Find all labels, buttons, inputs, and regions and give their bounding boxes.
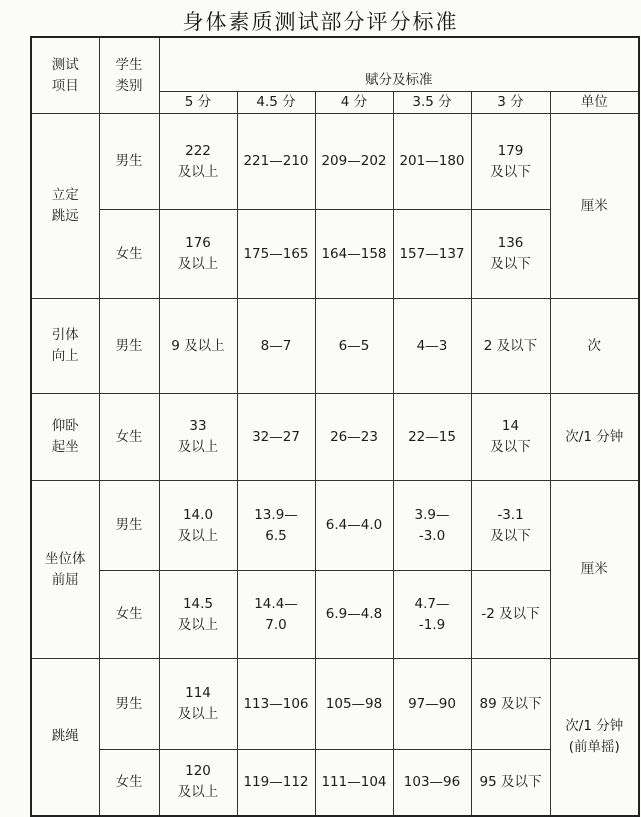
- item-name-line1: 仰卧: [51, 418, 79, 434]
- score-cell: [393, 659, 471, 750]
- cell-line2: 及以上: [177, 439, 219, 455]
- item-name-line2: 向上: [51, 348, 79, 364]
- item-name-line2: 起坐: [51, 439, 79, 455]
- cell-line2: 6.5: [265, 527, 287, 544]
- student-type-cell: 女生: [99, 394, 159, 481]
- header-row-top: [31, 37, 639, 70]
- cell-line1: 176: [185, 235, 211, 251]
- header-type-line1: 学生: [115, 56, 143, 73]
- cell-line2: -1.9: [418, 616, 446, 633]
- score-cell: [393, 571, 471, 659]
- unit-cell: [550, 659, 639, 816]
- table-row: [31, 659, 639, 750]
- cell-line1: 14: [501, 418, 520, 434]
- cell-line1: 113—106: [243, 695, 309, 712]
- item-name-line1: 引体: [51, 327, 79, 343]
- score-cell: [393, 394, 471, 481]
- cell-line1: 2 及以下: [483, 337, 538, 354]
- student-type-cell: 女生: [99, 571, 159, 659]
- score-cell: [393, 299, 471, 394]
- cell-line1: 14.0: [182, 506, 214, 523]
- item-name-cell: [31, 659, 99, 816]
- cell-line2: 及以上: [177, 784, 219, 801]
- header-score-5: 5 分: [159, 92, 237, 114]
- cell-line1: 175—165: [243, 245, 309, 262]
- score-cell: [315, 210, 393, 299]
- score-cell: [159, 210, 237, 299]
- score-table: [30, 36, 640, 817]
- score-cell: [159, 750, 237, 816]
- header-item-line1: 测试: [51, 56, 79, 73]
- header-item-cell: [31, 37, 99, 114]
- cell-line2: 及以上: [177, 256, 219, 272]
- cell-line1: 105—98: [325, 695, 383, 712]
- header-score-3-5: 3.5 分: [393, 92, 471, 114]
- unit-line1: 厘米: [580, 197, 608, 214]
- cell-line1: 97—90: [408, 695, 456, 712]
- score-cell: [237, 114, 315, 210]
- item-name-line1: 坐位体: [45, 550, 86, 567]
- student-type-cell: 男生: [99, 299, 159, 394]
- unit-line1: 次/1 分钟: [565, 717, 624, 734]
- score-cell: [159, 659, 237, 750]
- cell-line2: 及以下: [490, 527, 531, 544]
- cell-line1: 89 及以下: [479, 695, 542, 712]
- score-cell: [315, 659, 393, 750]
- cell-line2: 及以上: [177, 163, 219, 180]
- cell-line1: 111—104: [321, 773, 387, 790]
- score-cell: [237, 571, 315, 659]
- score-cell: [393, 481, 471, 571]
- score-cell: [471, 659, 550, 750]
- unit-cell: [550, 481, 639, 659]
- score-cell: [393, 210, 471, 299]
- cell-line1: 136: [497, 235, 524, 251]
- table-row: [31, 750, 639, 816]
- score-cell: [159, 114, 237, 210]
- cell-line2: 及以下: [490, 439, 531, 455]
- score-cell: [237, 210, 315, 299]
- cell-line1: 3.9—: [414, 506, 450, 523]
- item-name-line2: 前屈: [51, 571, 79, 588]
- score-cell: [315, 571, 393, 659]
- student-type-cell: 男生: [99, 481, 159, 571]
- cell-line2: 7.0: [265, 616, 287, 633]
- item-name-line2: 跳远: [51, 208, 79, 224]
- unit-line2: (前单摇): [568, 738, 620, 755]
- score-cell: [237, 481, 315, 571]
- cell-line1: 9 及以上: [171, 337, 225, 354]
- table-row: [31, 114, 639, 210]
- header-score-3: 3 分: [471, 92, 550, 114]
- cell-line1: 33: [189, 418, 207, 434]
- cell-line1: 14.5: [182, 595, 214, 612]
- cell-line1: 4—3: [416, 337, 448, 354]
- score-cell: [471, 481, 550, 571]
- cell-line1: -3.1: [497, 506, 524, 523]
- score-cell: [393, 114, 471, 210]
- unit-line1: 次: [587, 337, 601, 354]
- header-unit: 单位: [550, 92, 639, 114]
- score-cell: [471, 394, 550, 481]
- page-title: 身体素质测试部分评分标准: [182, 10, 459, 34]
- item-name-cell: [31, 299, 99, 394]
- cell-line1: 8—7: [260, 337, 292, 354]
- score-cell: [159, 481, 237, 571]
- score-cell: [315, 481, 393, 571]
- cell-line2: 及以上: [177, 527, 219, 544]
- cell-line1: 164—158: [321, 245, 387, 262]
- score-cell: [237, 659, 315, 750]
- score-cell: [237, 299, 315, 394]
- score-cell: [237, 750, 315, 816]
- cell-line1: 6.9—4.8: [325, 606, 383, 622]
- cell-line1: 209—202: [321, 153, 387, 169]
- score-cell: [471, 750, 550, 816]
- cell-line1: -2 及以下: [481, 606, 540, 622]
- cell-line1: 4.7—: [414, 595, 450, 612]
- cell-line1: 32—27: [252, 428, 300, 445]
- cell-line2: -3.0: [418, 527, 446, 544]
- cell-line1: 26—23: [330, 428, 378, 445]
- student-type-cell: 女生: [99, 750, 159, 816]
- cell-line1: 13.9—: [254, 506, 298, 523]
- score-cell: [471, 299, 550, 394]
- score-cell: [159, 571, 237, 659]
- student-type-cell: 男生: [99, 114, 159, 210]
- cell-line2: 及以上: [177, 706, 219, 722]
- unit-cell: [550, 394, 639, 481]
- unit-line1: 次/1 分钟: [565, 428, 624, 445]
- cell-line1: 114: [185, 685, 211, 701]
- header-score-4-5: 4.5 分: [237, 92, 315, 114]
- cell-line1: 222: [185, 142, 211, 159]
- table-row: [31, 481, 639, 571]
- cell-line1: 95 及以下: [479, 773, 542, 790]
- cell-line1: 201—180: [399, 153, 465, 169]
- cell-line2: 及以下: [490, 256, 531, 272]
- header-item-line2: 项目: [51, 77, 79, 94]
- table-row: [31, 210, 639, 299]
- item-name-cell: [31, 481, 99, 659]
- table-row: [31, 394, 639, 481]
- score-cell: [471, 210, 550, 299]
- student-type-cell: 女生: [99, 210, 159, 299]
- header-type-cell: [99, 37, 159, 114]
- unit-cell: [550, 299, 639, 394]
- cell-line1: 103—96: [403, 773, 461, 790]
- unit-line1: 厘米: [580, 561, 608, 577]
- cell-line1: 6.4—4.0: [325, 517, 383, 533]
- score-cell: [237, 394, 315, 481]
- score-cell: [471, 114, 550, 210]
- score-cell: [315, 394, 393, 481]
- score-cell: [315, 750, 393, 816]
- cell-line1: 157—137: [399, 245, 465, 262]
- score-cell: [159, 299, 237, 394]
- student-type-cell: 男生: [99, 659, 159, 750]
- cell-line1: 179: [497, 142, 524, 159]
- cell-line2: 及以上: [177, 616, 219, 633]
- cell-line1: 14.4—: [254, 595, 298, 612]
- score-cell: [393, 750, 471, 816]
- header-score-4: 4 分: [315, 92, 393, 114]
- table-row: [31, 571, 639, 659]
- item-name-line1: 跳绳: [51, 728, 79, 745]
- score-cell: [159, 394, 237, 481]
- score-cell: [471, 571, 550, 659]
- item-name-cell: [31, 114, 99, 299]
- score-cell: [315, 299, 393, 394]
- item-name-cell: [31, 394, 99, 481]
- score-cell: [315, 114, 393, 210]
- cell-line1: 22—15: [408, 428, 456, 445]
- item-name-line1: 立定: [51, 187, 79, 203]
- cell-line2: 及以下: [490, 163, 531, 180]
- cell-line1: 221—210: [243, 153, 309, 169]
- cell-line1: 119—112: [243, 773, 309, 790]
- unit-cell: [550, 114, 639, 299]
- header-type-line2: 类别: [115, 77, 143, 94]
- table-row: [31, 299, 639, 394]
- cell-line1: 120: [185, 763, 211, 780]
- cell-line1: 6—5: [338, 337, 370, 354]
- header-score-group: 赋分及标准: [159, 70, 639, 92]
- header-spacer: [159, 37, 639, 70]
